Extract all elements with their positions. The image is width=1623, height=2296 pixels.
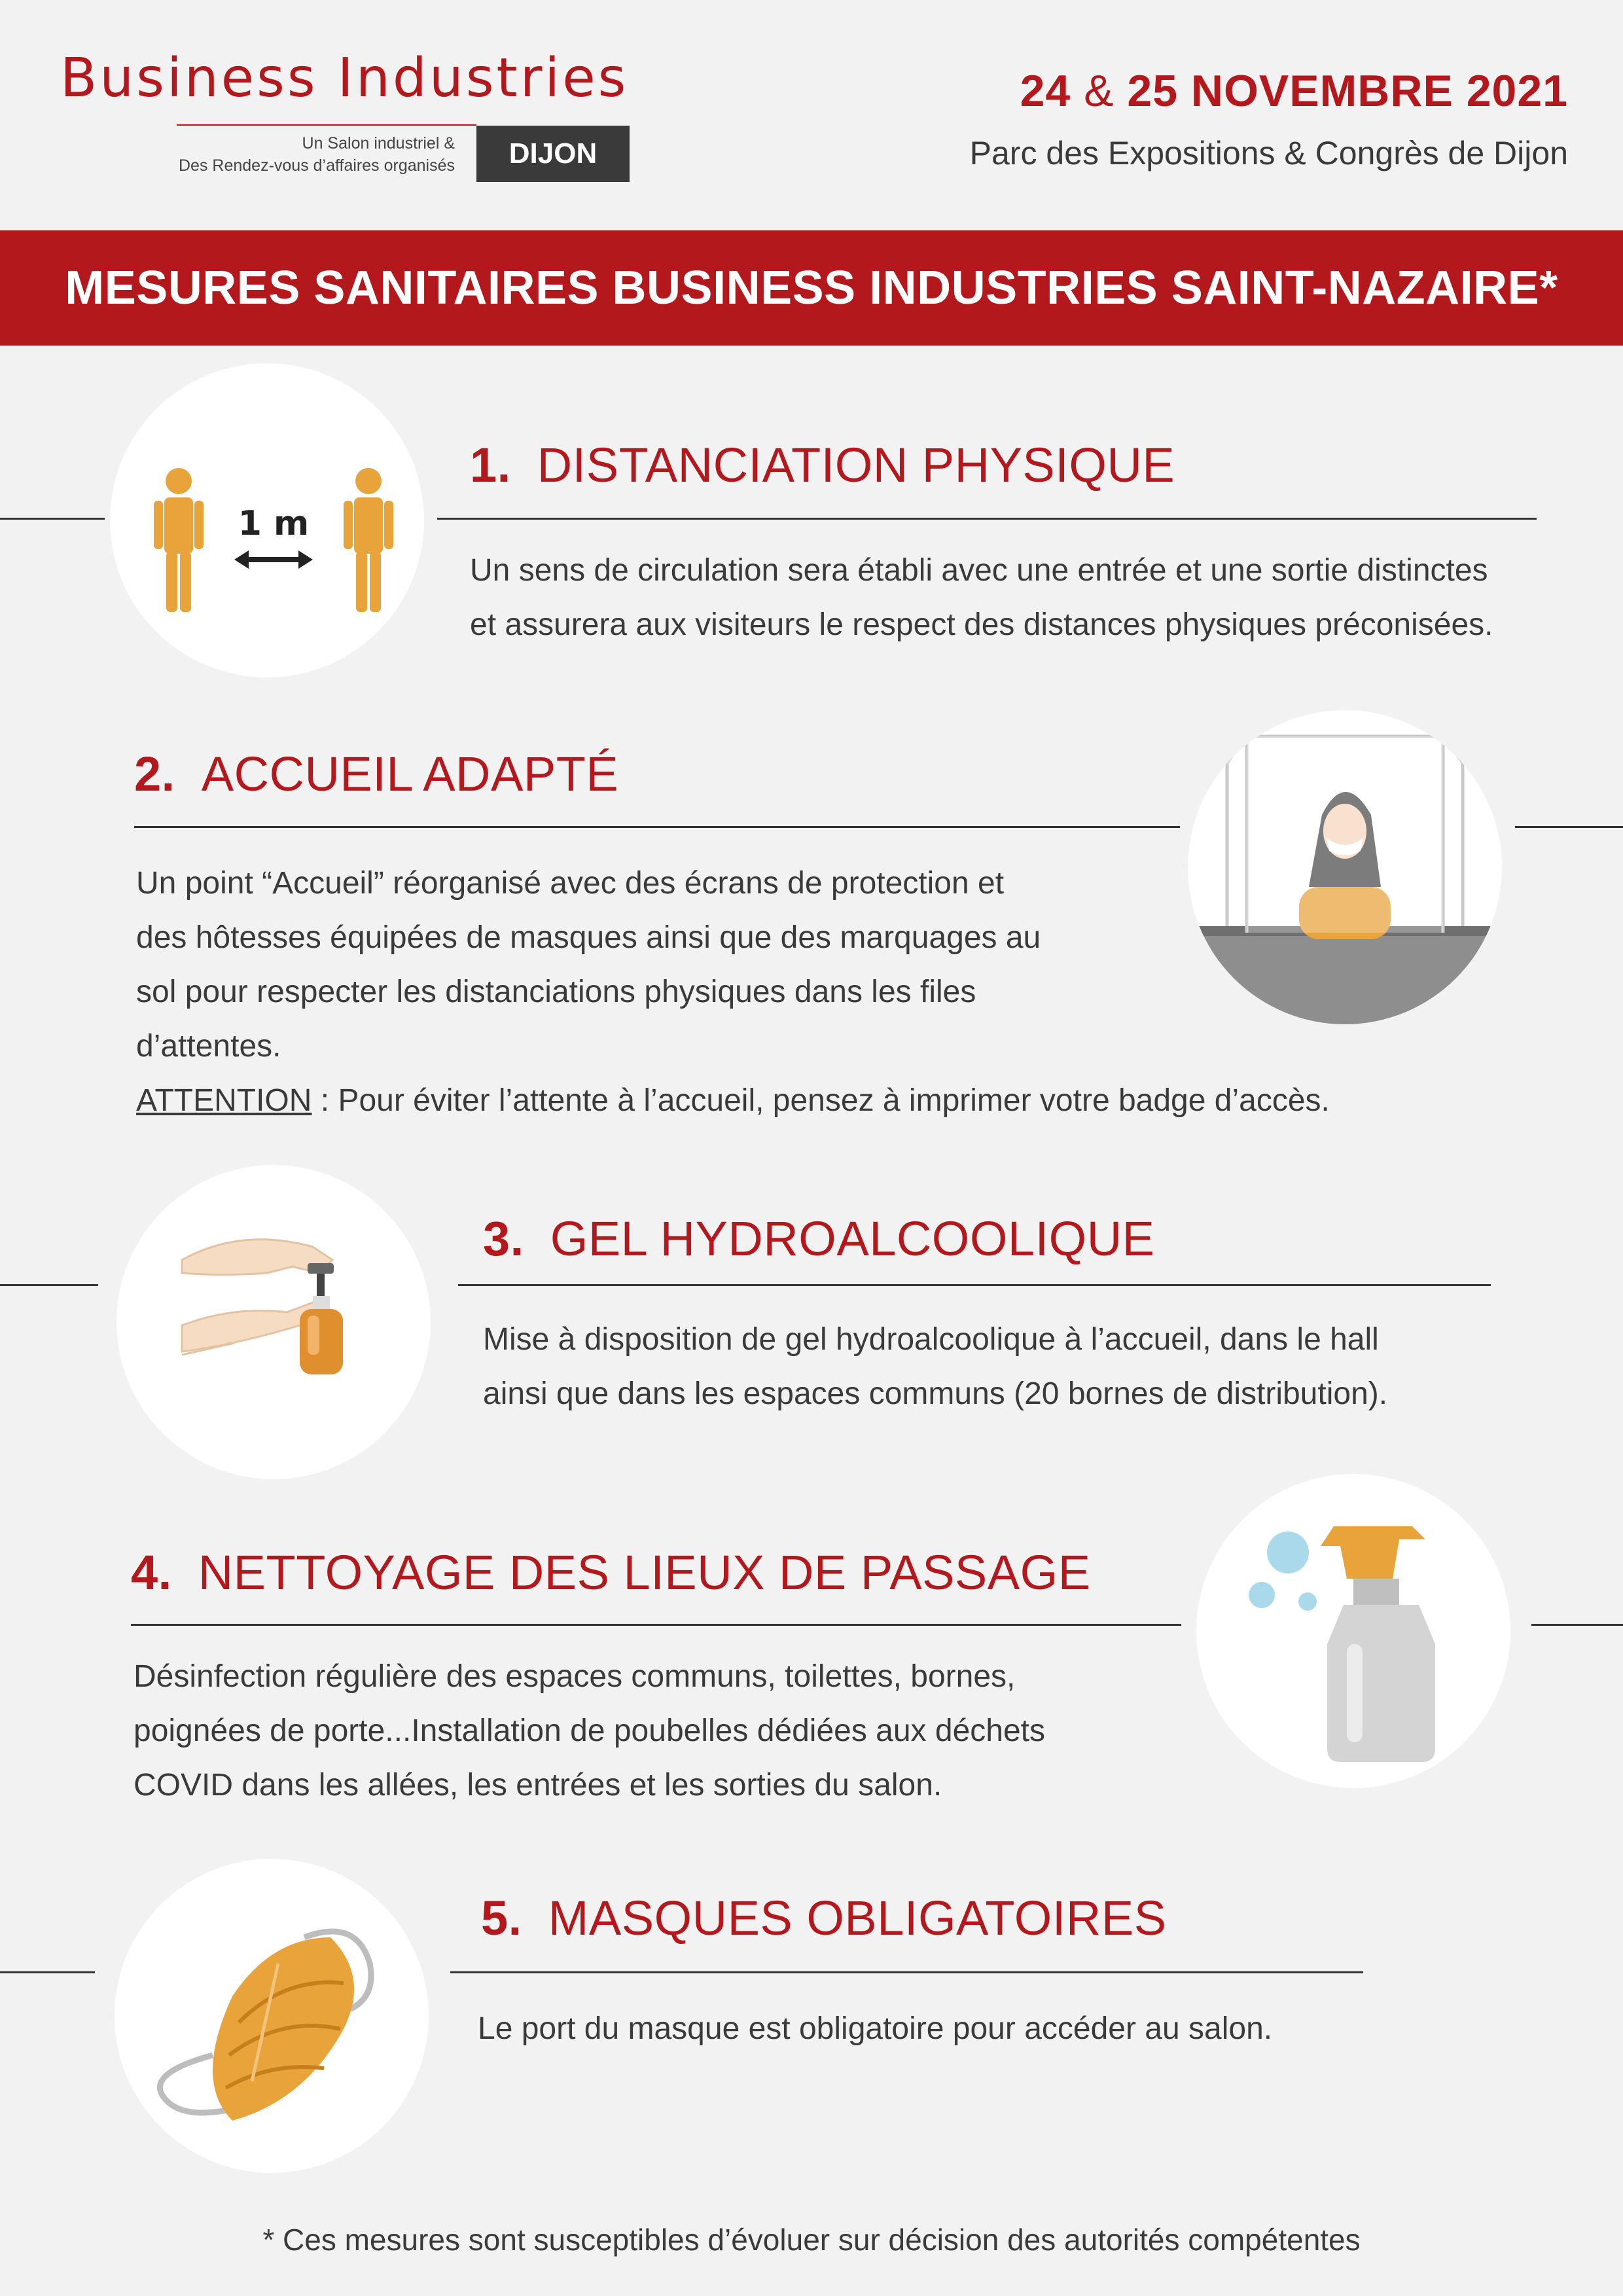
section-5-title-text: MASQUES OBLIGATOIRES <box>548 1891 1167 1945</box>
face-mask-icon <box>115 1859 429 2173</box>
section-5-number: 5. <box>481 1891 522 1945</box>
section-4-number: 4. <box>131 1545 172 1600</box>
section-2-line-4: d’attentes. <box>136 1029 281 1064</box>
section-2-title-text: ACCUEIL ADAPTÉ <box>201 747 619 801</box>
section-5-left-rule <box>0 1971 95 1973</box>
section-1-line-1: Un sens de circulation sera établi avec une entrée et une sortie distinctes <box>470 553 1488 588</box>
section-4-line-2: poignées de porte...Installation de poubelles dédiées aux déchets <box>134 1713 1046 1748</box>
section-3-line-2: ainsi que dans les espaces communs (20 bornes de distribution). <box>483 1376 1388 1411</box>
logo-title: Business Industries <box>60 47 629 109</box>
section-2-title <box>134 746 618 802</box>
distance-icon-label: 1 m <box>238 504 310 543</box>
logo-tagline <box>115 132 455 177</box>
section-2-line-1: Un point “Accueil” réorganisé avec des écrans de protection et <box>136 866 1005 901</box>
spray-bottle-icon <box>1196 1474 1510 1788</box>
logo-tagline-line2: Des Rendez-vous d’affaires organisés <box>179 156 455 175</box>
section-4-rule <box>131 1624 1181 1626</box>
section-4-line-1: Désinfection régulière des espaces communs, toilettes, bornes, <box>134 1659 1016 1694</box>
section-4-title <box>131 1545 1091 1600</box>
section-5-rule <box>450 1971 1363 1973</box>
section-2-line-2: des hôtesses équipées de masques ainsi que des marquages au <box>136 920 1041 955</box>
event-venue: Parc des Expositions & Congrès de Dijon <box>969 135 1568 171</box>
section-3-body <box>483 1312 1596 1421</box>
logo-tagline-line1: Un Salon industriel & <box>302 134 455 152</box>
attention-text: : Pour éviter l’attente à l’accueil, pensez à imprimer votre badge d’accès. <box>312 1083 1330 1118</box>
section-2-right-rule <box>1515 826 1623 828</box>
section-4-body <box>134 1649 1207 1812</box>
attention-label: ATTENTION <box>136 1083 312 1118</box>
section-2-rule <box>134 826 1180 828</box>
event-date <box>1020 65 1568 117</box>
section-1-number: 1. <box>470 438 511 492</box>
section-3-line-1: Mise à disposition de gel hydroalcoolique à l’accueil, dans le hall <box>483 1322 1379 1357</box>
section-3-title <box>483 1211 1155 1266</box>
section-4-right-rule <box>1531 1624 1623 1626</box>
section-2-line-3: sol pour respecter les distanciations physiques dans les files <box>136 975 976 1009</box>
section-2-body <box>136 856 1524 1128</box>
section-5-body <box>478 2001 1590 2056</box>
section-3-rule <box>458 1284 1491 1286</box>
event-date-day2: 25 NOVEMBRE 2021 <box>1127 66 1568 116</box>
section-2-number: 2. <box>134 747 175 801</box>
section-1-title <box>470 437 1175 493</box>
event-date-ampersand: & <box>1084 66 1115 116</box>
section-1-rule <box>437 518 1537 520</box>
footnote: * Ces mesures sont susceptibles d’évoluer sur décision des autorités compétentes <box>262 2223 1361 2257</box>
logo-city-badge: DIJON <box>476 126 630 182</box>
section-5-line-1: Le port du masque est obligatoire pour accéder au salon. <box>478 2011 1273 2046</box>
section-1-body <box>470 543 1582 652</box>
section-1-title-text: DISTANCIATION PHYSIQUE <box>537 438 1175 492</box>
section-3-number: 3. <box>483 1211 524 1266</box>
section-1-left-rule <box>0 518 105 520</box>
section-1-line-2: et assurera aux visiteurs le respect des distances physiques préconisées. <box>470 607 1493 642</box>
section-4-line-3: COVID dans les allées, les entrées et les sorties du salon. <box>134 1768 942 1803</box>
distance-icon <box>110 363 424 677</box>
section-2-attention <box>136 1073 1524 1128</box>
logo-divider <box>177 124 476 126</box>
section-3-title-text: GEL HYDROALCOOLIQUE <box>550 1211 1155 1266</box>
event-date-day1: 24 <box>1020 66 1071 116</box>
section-3-left-rule <box>0 1284 98 1286</box>
section-4-title-text: NETTOYAGE DES LIEUX DE PASSAGE <box>198 1545 1091 1600</box>
section-5-title <box>481 1890 1167 1946</box>
hand-sanitizer-icon <box>116 1165 431 1479</box>
page-title-banner: MESURES SANITAIRES BUSINESS INDUSTRIES SAINT-NAZAIRE* <box>0 230 1623 346</box>
